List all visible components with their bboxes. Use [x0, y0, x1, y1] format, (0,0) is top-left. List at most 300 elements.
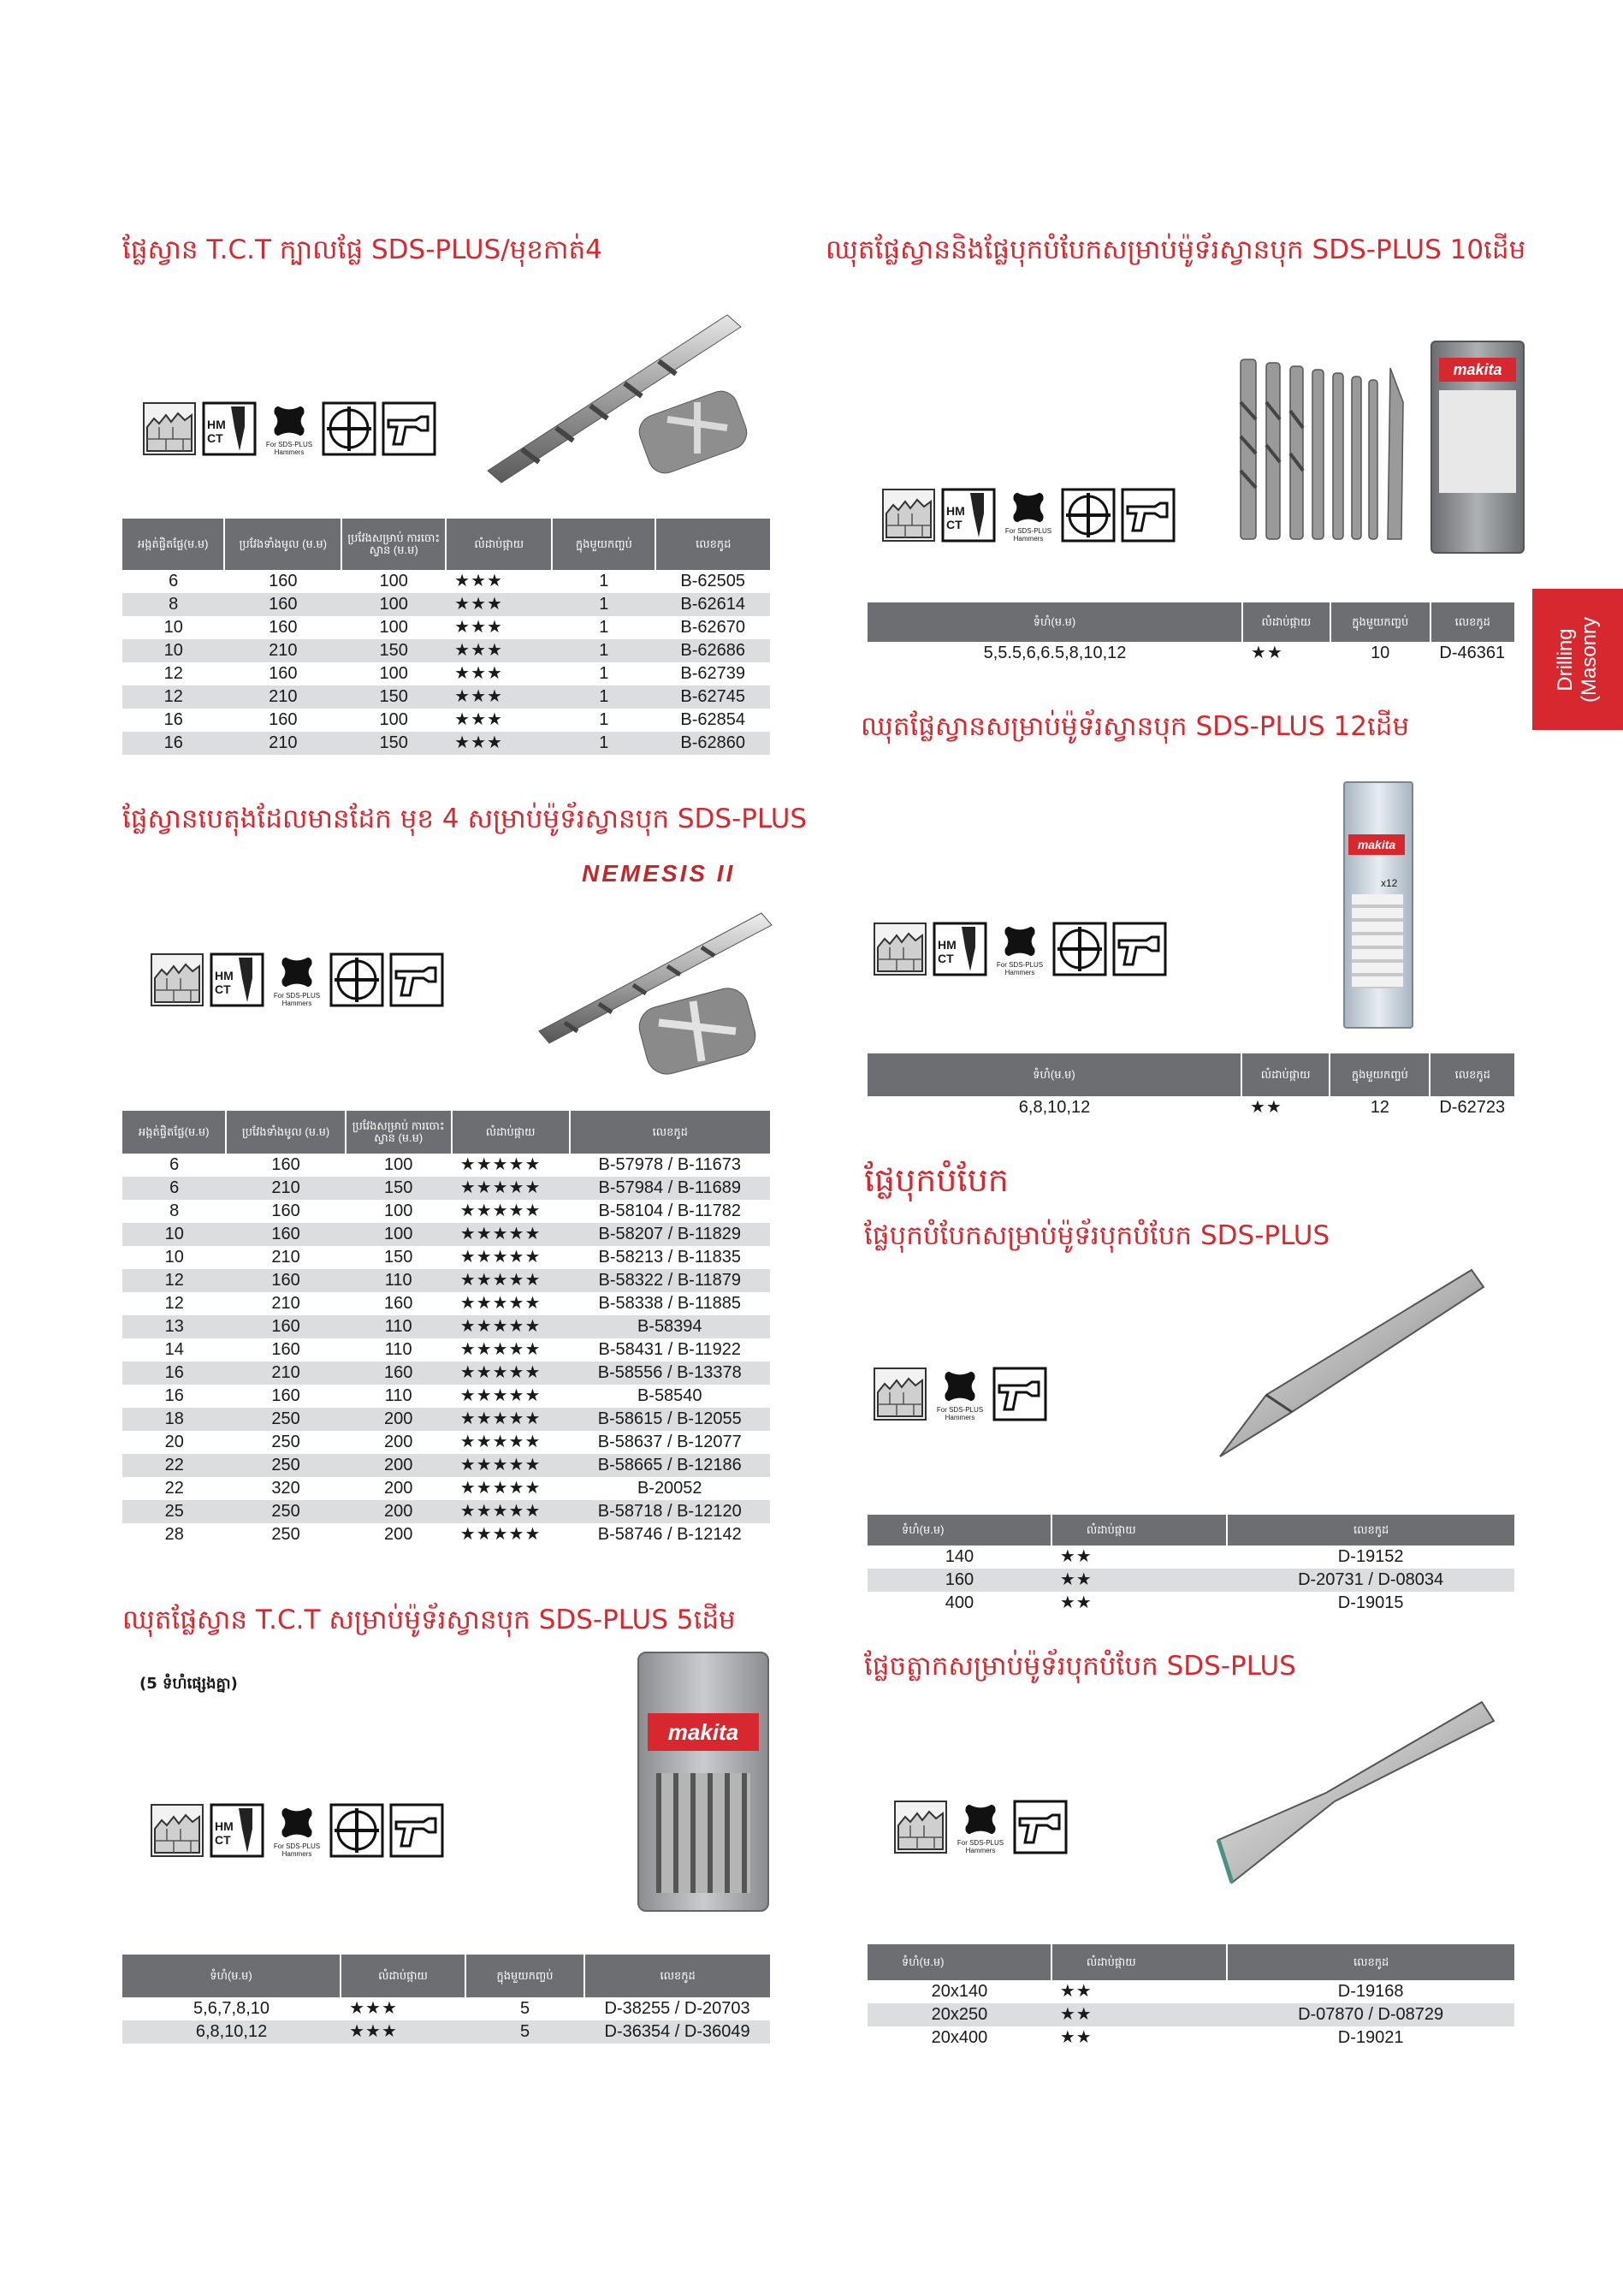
star-rating: ★★	[1051, 2003, 1227, 2026]
table-row	[868, 1096, 1514, 1119]
table-cell: 20x140	[931, 1982, 988, 2001]
section3-bit-set-pack-image	[637, 1652, 769, 1912]
table-cell: 110	[384, 1340, 412, 1359]
table-cell: 160	[271, 1201, 300, 1220]
table-cell: 150	[384, 1248, 413, 1267]
table-cell: 12	[1370, 1098, 1389, 1117]
sds-plus-shank-icon: For SDS-PLUS Hammers	[953, 1800, 1008, 1854]
table-cell: B-57984 / B-11689	[570, 1177, 771, 1200]
table-row	[122, 1408, 770, 1431]
section5-title: ឈុតផ្លែស្វានសម្រាប់ម៉ូទ័រស្វានបុក SDS-PLUS 12ដើម	[861, 711, 1410, 742]
table-cell: 100	[379, 572, 408, 590]
table-cell: 160	[269, 664, 298, 683]
table-cell: 18	[122, 1408, 226, 1431]
table-cell: 13	[122, 1315, 226, 1338]
table-cell: B-58431 / B-11922	[598, 1340, 741, 1359]
side-tab-label: Drilling (Masonry	[1554, 616, 1601, 703]
table-cell: 200	[346, 1408, 452, 1431]
section4-set-case-image	[1430, 341, 1525, 554]
table-cell: 250	[226, 1454, 345, 1477]
column-header: លេខកូដ	[1227, 1515, 1514, 1545]
table-cell: 160	[384, 1294, 413, 1313]
column-header: ប្រវែងសម្រាប់ ការចោះស្វាន (ម.ម)	[341, 519, 446, 570]
table-cell: 100	[379, 618, 408, 637]
table-cell: 110	[346, 1315, 452, 1338]
table-row	[122, 685, 770, 709]
column-header: លេខកូដ	[584, 1955, 770, 1997]
star-rating: ★★★★★	[452, 1454, 570, 1477]
table-cell: B-58746 / B-12142	[597, 1525, 742, 1544]
table-cell: 160	[271, 1340, 300, 1359]
table-cell: B-58104 / B-11782	[598, 1201, 741, 1220]
table-cell: 10	[163, 618, 183, 637]
section1-feature-icons	[142, 399, 436, 459]
table-cell: 200	[384, 1525, 413, 1544]
pack-count-label: x12	[1381, 877, 1398, 889]
table-cell: 20	[164, 1433, 184, 1451]
table-cell: B-62614	[655, 593, 770, 616]
table-cell: 12	[122, 685, 224, 709]
rotary-hammer-icon	[992, 1367, 1047, 1421]
table-header-row	[868, 1944, 1514, 1980]
section2-spec-table	[122, 1111, 770, 1546]
section7-flat-chisel-image	[1215, 1699, 1497, 1904]
table-row	[868, 1569, 1514, 1592]
table-cell: D-19168	[1337, 1982, 1404, 2001]
table-row	[122, 1385, 770, 1408]
star-rating: ★★★★★	[459, 1433, 542, 1451]
sds-plus-shank-icon: For SDS-PLUS Hammers	[262, 401, 317, 456]
star-rating: ★★★★★	[459, 1479, 542, 1498]
table-row	[122, 709, 770, 732]
table-cell: 150	[341, 639, 446, 662]
masonry-surface-icon	[873, 922, 927, 976]
table-cell: 200	[346, 1454, 452, 1477]
section7-feature-icons	[893, 1797, 1068, 1857]
table-row	[868, 2003, 1514, 2026]
star-rating: ★★★★★	[459, 1155, 542, 1174]
table-row	[868, 642, 1514, 665]
table-cell: 210	[224, 732, 341, 755]
table-cell: 250	[271, 1433, 300, 1451]
table-row	[122, 616, 770, 639]
table-cell: 200	[384, 1433, 413, 1451]
sds-plus-shank-icon: For SDS-PLUS Hammers	[992, 922, 1047, 976]
star-rating: ★★	[1249, 1098, 1282, 1117]
four-cutter-tip-icon	[322, 401, 376, 456]
section6-point-chisel-image	[1215, 1267, 1489, 1463]
table-row	[122, 1477, 770, 1500]
sds-plus-shank-icon: For SDS-PLUS Hammers	[270, 1803, 324, 1858]
hm-ct-carbide-icon: HM CT	[202, 401, 257, 456]
table-cell: D-19152	[1337, 1547, 1404, 1566]
column-header: ទំហំ(ម.ម)	[868, 1515, 1051, 1545]
table-row	[122, 1431, 770, 1454]
table-cell: 210	[226, 1177, 345, 1200]
star-rating: ★★★	[446, 732, 552, 755]
column-header: ទំហំ(ម.ម)	[868, 602, 1242, 642]
masonry-surface-icon	[142, 401, 197, 456]
column-header: ក្នុងមួយកញ្ចប់	[1330, 602, 1430, 642]
table-cell: 160	[271, 1386, 300, 1405]
table-cell: 160	[226, 1315, 345, 1338]
table-cell: B-62670	[680, 618, 745, 637]
table-header-row	[868, 602, 1514, 642]
table-row	[122, 1338, 770, 1362]
table-cell: 160	[224, 593, 341, 616]
table-cell: B-58207 / B-11829	[570, 1223, 771, 1246]
table-cell: B-58556 / B-13378	[570, 1362, 771, 1385]
star-rating: ★★★	[341, 2020, 465, 2044]
table-header-row	[868, 1053, 1514, 1096]
table-cell: B-58213 / B-11835	[598, 1248, 741, 1267]
table-cell: 200	[346, 1500, 452, 1523]
table-cell: 150	[341, 732, 446, 755]
section4-spec-table	[868, 602, 1514, 665]
table-cell: B-62686	[655, 639, 770, 662]
star-rating: ★★★★★	[452, 1408, 570, 1431]
table-cell: 5,5.5,6,6.5,8,10,12	[983, 644, 1127, 662]
sds-plus-shank-icon: For SDS-PLUS Hammers	[933, 1367, 987, 1421]
table-cell: 12	[164, 1294, 184, 1313]
table-header-row	[868, 1515, 1514, 1545]
star-rating: ★★★★★	[452, 1315, 570, 1338]
table-row	[122, 1523, 770, 1546]
table-cell: B-58338 / B-11885	[598, 1294, 741, 1313]
star-rating: ★★★★★	[452, 1269, 570, 1292]
star-rating: ★★★★★	[459, 1386, 542, 1405]
table-row	[122, 1500, 770, 1523]
table-cell: 5	[465, 2020, 584, 2044]
category-side-tab[interactable]	[1532, 589, 1623, 730]
table-cell: 140	[945, 1547, 974, 1566]
table-cell: B-58394	[570, 1315, 771, 1338]
column-header: អង្កត់ផ្ចិតផ្លែ(ម.ម)	[122, 519, 224, 570]
table-cell: 6,8,10,12	[122, 2020, 341, 2044]
table-cell: 100	[384, 1155, 413, 1174]
rotary-hammer-icon	[1121, 488, 1176, 543]
column-header: លំដាប់ផ្កាយ	[341, 1955, 465, 1997]
rotary-hammer-icon	[389, 1803, 444, 1858]
table-cell: 210	[226, 1362, 345, 1385]
table-cell: 14	[164, 1340, 184, 1359]
table-cell: 16	[122, 732, 224, 755]
four-cutter-tip-icon	[329, 1803, 384, 1858]
table-cell: 6	[169, 572, 179, 590]
table-cell: 16	[122, 1362, 226, 1385]
table-cell: B-58718 / B-12120	[570, 1500, 771, 1523]
column-header: ប្រវែងទាំងមូល (ម.ម)	[226, 1111, 345, 1154]
star-rating: ★★★★★	[459, 1201, 542, 1220]
table-cell: B-58540	[637, 1386, 702, 1405]
star-rating: ★★★★★	[459, 1340, 542, 1359]
masonry-surface-icon	[150, 1803, 204, 1858]
star-rating: ★★★★★	[452, 1177, 570, 1200]
table-row	[122, 662, 770, 685]
table-row	[122, 1246, 770, 1269]
section5-set-pack-image	[1343, 781, 1413, 1029]
table-cell: 10	[122, 639, 224, 662]
table-cell: 10	[164, 1248, 184, 1267]
table-cell: 100	[379, 710, 408, 729]
table-cell: 150	[341, 685, 446, 709]
table-cell: 150	[346, 1177, 452, 1200]
column-header: ក្នុងមួយកញ្ចប់	[465, 1955, 584, 1997]
column-header: លំដាប់ផ្កាយ	[452, 1111, 570, 1154]
table-cell: 250	[226, 1500, 345, 1523]
table-cell: 1	[552, 639, 655, 662]
four-cutter-tip-icon	[1052, 922, 1107, 976]
section5-spec-table	[868, 1053, 1514, 1119]
star-rating: ★★★★★	[459, 1248, 542, 1267]
table-row	[122, 732, 770, 755]
table-cell: 10	[1371, 644, 1390, 662]
table-cell: 6	[169, 1155, 180, 1174]
star-rating: ★★★★★	[452, 1500, 570, 1523]
rotary-hammer-icon	[1112, 922, 1167, 976]
table-cell: B-58637 / B-12077	[597, 1433, 742, 1451]
section1-drill-bit-image	[471, 300, 761, 488]
four-cutter-tip-icon	[1061, 488, 1116, 543]
table-cell: 5,6,7,8,10	[193, 1999, 270, 2018]
column-header: លេខកូដ	[570, 1111, 771, 1154]
section6-title: ផ្លែបុកបំបែកសម្រាប់ម៉ូទ័របុកបំបែក SDS-PLUS	[864, 1220, 1330, 1251]
table-cell: D-19015	[1337, 1593, 1404, 1612]
star-rating: ★★★★★	[452, 1362, 570, 1385]
section2-feature-icons	[150, 950, 444, 1010]
table-cell: B-58322 / B-11879	[570, 1269, 771, 1292]
table-cell: 20x250	[868, 2003, 1051, 2026]
section6-feature-icons	[873, 1364, 1047, 1424]
column-header: ទំហំ(ម.ម)	[868, 1944, 1051, 1980]
table-cell: 100	[379, 664, 408, 683]
column-header: លំដាប់ផ្កាយ	[1051, 1515, 1227, 1545]
table-cell: 6,8,10,12	[1018, 1098, 1091, 1117]
column-header: ទំហំ(ម.ម)	[868, 1053, 1241, 1096]
masonry-surface-icon	[150, 952, 204, 1007]
table-cell: 160	[868, 1569, 1051, 1592]
section4-feature-icons	[881, 485, 1176, 545]
table-cell: 320	[271, 1479, 300, 1498]
column-header: ទំហំ(ម.ម)	[122, 1955, 341, 1997]
table-cell: B-58615 / B-12055	[570, 1408, 771, 1431]
table-cell: 160	[271, 1155, 300, 1174]
section6-spec-table	[868, 1515, 1514, 1615]
table-cell: 1	[599, 572, 609, 590]
table-cell: B-62745	[655, 685, 770, 709]
section2-title: ផ្លែស្វានបេតុងដែលមានដែក មុខ 4 សម្រាប់ម៉ូទ័រស្វានបុក SDS-PLUS	[122, 804, 808, 834]
table-header-row	[122, 1955, 770, 1997]
table-row	[122, 2020, 770, 2044]
section4-bits-image	[1232, 351, 1420, 548]
table-cell: 210	[271, 1294, 300, 1313]
table-cell: 110	[384, 1386, 412, 1405]
section7-spec-table	[868, 1944, 1514, 2050]
table-row	[122, 1223, 770, 1246]
table-row	[868, 1545, 1514, 1569]
table-cell: 100	[341, 593, 446, 616]
table-cell: 6	[122, 1177, 226, 1200]
table-cell: B-57978 / B-11673	[598, 1155, 741, 1174]
column-header: លេខកូដ	[1430, 1053, 1514, 1096]
star-rating: ★★★	[454, 710, 503, 729]
table-cell: 22	[164, 1479, 184, 1498]
table-cell: 1	[599, 664, 609, 683]
table-row	[122, 1154, 770, 1177]
star-rating: ★★	[1059, 1547, 1093, 1566]
table-cell: 250	[271, 1525, 300, 1544]
column-header: លំដាប់ផ្កាយ	[1242, 602, 1330, 642]
star-rating: ★★★	[446, 639, 552, 662]
column-header: លេខកូដ	[1227, 1944, 1514, 1980]
table-cell: 160	[346, 1362, 452, 1385]
star-rating: ★★	[1250, 644, 1283, 662]
hm-ct-carbide-icon: HM CT	[210, 952, 264, 1007]
star-rating: ★★★	[446, 685, 552, 709]
star-rating: ★★	[1059, 1982, 1093, 2001]
star-rating: ★★	[1051, 1569, 1227, 1592]
sds-plus-shank-icon: For SDS-PLUS Hammers	[270, 952, 324, 1007]
sds-plus-shank-icon: For SDS-PLUS Hammers	[1001, 488, 1056, 543]
table-header-row	[122, 1111, 770, 1154]
star-rating: ★★★	[454, 572, 503, 590]
rotary-hammer-icon	[1013, 1800, 1068, 1854]
table-cell: D-62723	[1439, 1098, 1506, 1117]
table-cell: B-58665 / B-12186	[570, 1454, 771, 1477]
table-cell: D-07870 / D-08729	[1227, 2003, 1514, 2026]
table-cell: 100	[346, 1223, 452, 1246]
masonry-surface-icon	[893, 1800, 948, 1854]
table-cell: D-38255 / D-20703	[604, 1999, 750, 2018]
hm-ct-carbide-icon: HM CT	[210, 1803, 264, 1858]
table-cell: 100	[384, 1201, 413, 1220]
rotary-hammer-icon	[389, 952, 444, 1007]
table-cell: 10	[122, 1223, 226, 1246]
masonry-surface-icon	[873, 1367, 927, 1421]
table-cell: 160	[269, 618, 298, 637]
table-cell: 210	[224, 685, 341, 709]
table-cell: 16	[163, 710, 183, 729]
table-cell: 16	[164, 1386, 184, 1405]
star-rating: ★★	[1059, 1593, 1093, 1612]
table-row	[122, 1315, 770, 1338]
rotary-hammer-icon	[382, 401, 436, 456]
column-header: លំដាប់ផ្កាយ	[446, 519, 552, 570]
section4-title: ឈុតផ្លែស្វាននិងផ្លែបុកបំបែកសម្រាប់ម៉ូទ័រស្វានបុក SDS-PLUS 10ដើម	[826, 234, 1526, 265]
star-rating: ★★★★★	[452, 1223, 570, 1246]
table-cell: 210	[271, 1248, 300, 1267]
table-row	[122, 1454, 770, 1477]
column-header: លេខកូដ	[1430, 602, 1514, 642]
four-cutter-tip-icon	[329, 952, 384, 1007]
table-row	[868, 2026, 1514, 2050]
table-row	[868, 1980, 1514, 2003]
table-row	[122, 1177, 770, 1200]
section3-spec-table	[122, 1955, 770, 2044]
table-cell: 1	[599, 618, 609, 637]
column-header: ក្នុងមួយកញ្ចប់	[1330, 1053, 1430, 1096]
table-cell: 5	[519, 1999, 530, 2018]
star-rating: ★★★	[349, 1999, 398, 2018]
table-cell: 210	[224, 639, 341, 662]
section7-title: ផ្លែចត្លាកសម្រាប់ម៉ូទ័របុកបំបែក SDS-PLUS	[864, 1651, 1296, 1682]
section1-title: ផ្លែស្វាន T.C.T ក្បាលផ្លែ SDS-PLUS/មុខកាត់4	[122, 234, 602, 265]
table-cell: 110	[346, 1269, 452, 1292]
table-cell: 12	[122, 1269, 226, 1292]
table-cell: 160	[226, 1223, 345, 1246]
table-cell: B-62854	[680, 710, 745, 729]
table-cell: D-20731 / D-08034	[1227, 1569, 1514, 1592]
table-row	[122, 1269, 770, 1292]
table-row	[122, 1362, 770, 1385]
column-header: លេខកូដ	[655, 519, 770, 570]
table-row	[122, 1292, 770, 1315]
star-rating: ★★★	[454, 618, 503, 637]
column-header: អង្កត់ផ្ចិតផ្លែ(ម.ម)	[122, 1111, 226, 1154]
masonry-surface-icon	[881, 488, 936, 543]
table-cell: 12	[163, 664, 183, 683]
table-cell: 1	[552, 685, 655, 709]
table-cell: D-19021	[1337, 2028, 1404, 2047]
section3-note: (5 ទំហំផ្សេងគ្នា)	[139, 1675, 238, 1693]
table-cell: D-46361	[1439, 644, 1506, 662]
section2-drill-bit-image	[530, 903, 779, 1091]
table-row	[868, 1592, 1514, 1615]
table-cell: 200	[384, 1479, 413, 1498]
table-cell: 1	[552, 593, 655, 616]
table-cell: 22	[122, 1454, 226, 1477]
column-header: ប្រវែងទាំងមូល (ម.ម)	[224, 519, 341, 570]
table-cell: 8	[169, 1201, 180, 1220]
section3-feature-icons	[150, 1801, 444, 1860]
column-header: លំដាប់ផ្កាយ	[1241, 1053, 1330, 1096]
table-cell: B-62505	[680, 572, 745, 590]
section5-feature-icons	[873, 919, 1167, 979]
section1-spec-table	[122, 519, 770, 755]
table-cell: 8	[122, 593, 224, 616]
table-cell: 160	[226, 1269, 345, 1292]
star-rating: ★★	[1059, 2028, 1093, 2047]
table-cell: B-62860	[655, 732, 770, 755]
table-cell: 250	[226, 1408, 345, 1431]
nemesis-logo: NEMESIS II	[582, 860, 736, 887]
makita-logo: makita	[1348, 834, 1405, 855]
table-cell: B-20052	[637, 1479, 702, 1498]
star-rating: ★★★★★	[459, 1525, 542, 1544]
table-cell: 1	[599, 710, 609, 729]
column-header: ក្នុងមួយកញ្ចប់	[552, 519, 655, 570]
table-cell: 28	[164, 1525, 184, 1544]
star-rating: ★★★	[454, 664, 503, 683]
table-header-row	[122, 519, 770, 570]
table-row	[122, 1200, 770, 1223]
table-row	[122, 593, 770, 616]
table-cell: B-62739	[680, 664, 745, 683]
table-cell: 20x400	[931, 2028, 988, 2047]
table-cell: 1	[552, 732, 655, 755]
table-cell: 160	[269, 572, 298, 590]
star-rating: ★★★★★	[459, 1294, 542, 1313]
table-row	[122, 1997, 770, 2020]
makita-logo: makita	[648, 1713, 759, 1751]
table-cell: 25	[122, 1500, 226, 1523]
table-cell: D-36354 / D-36049	[584, 2020, 770, 2044]
hm-ct-carbide-icon: HM CT	[933, 922, 987, 976]
table-row	[122, 570, 770, 593]
table-row	[122, 639, 770, 662]
column-header: ប្រវែងសម្រាប់ ការចោះស្វាន (ម.ម)	[346, 1111, 452, 1154]
star-rating: ★★★	[446, 593, 552, 616]
